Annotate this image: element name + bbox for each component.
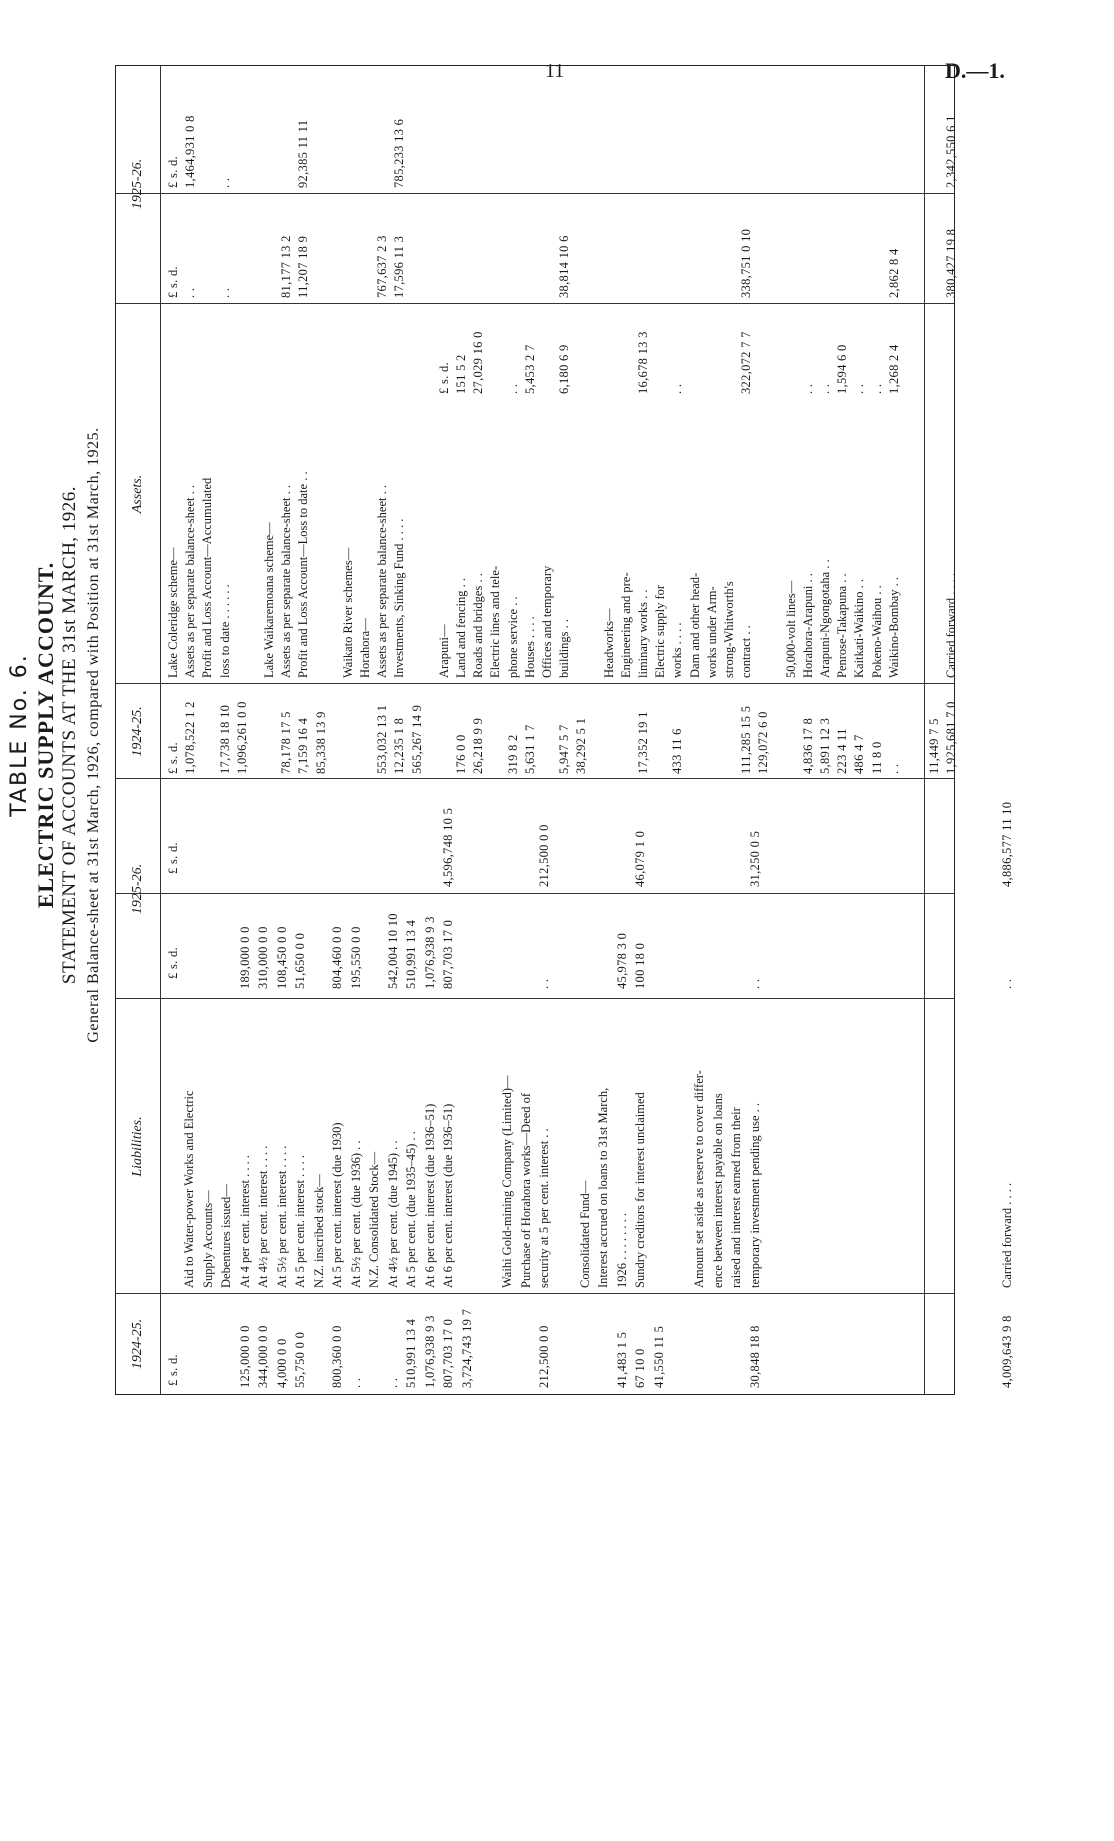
liab-description: Amount set aside as reserve to cover differ- bbox=[692, 1070, 706, 1288]
liab-prev-amount: 4,009,643 9 8 bbox=[999, 1315, 1014, 1388]
liab-prev-amount: 807,703 17 0 bbox=[441, 1318, 455, 1388]
asset-inner-amount: 322,072 7 7 bbox=[739, 331, 754, 394]
asset-description: Profit and Loss Account—Accumulated bbox=[200, 477, 215, 678]
asset-inner-amount: . . bbox=[670, 383, 685, 394]
liab-description: ence between interest payable on loans bbox=[710, 1093, 725, 1288]
liab-curr-total: 212,500 0 0 bbox=[537, 824, 551, 887]
asset-description: Roads and bridges . . bbox=[471, 573, 486, 678]
asset-description: Houses . . . . bbox=[522, 616, 537, 678]
asset-description: loss to date . . . . . . bbox=[217, 584, 232, 678]
liab-curr-detail: . . bbox=[999, 978, 1014, 989]
asset-prev-amount: . . bbox=[886, 763, 901, 774]
account-title: ELECTRIC SUPPLY ACCOUNT. bbox=[33, 561, 58, 909]
asset-curr-detail: 11,207 18 9 bbox=[296, 235, 311, 298]
liab-description: At 6 per cent. interest (due 1936–51) bbox=[422, 1103, 437, 1288]
liab-curr-detail: 100 18 0 bbox=[633, 942, 647, 989]
asset-curr-detail: . . bbox=[183, 287, 198, 298]
asset-inner-amount: 6,180 6 9 bbox=[557, 344, 572, 394]
asset-description: Assets as per separate balance-sheet . . bbox=[375, 485, 390, 678]
lsd-heading: £ s. d. bbox=[166, 1354, 180, 1386]
asset-description: strong-Whitworth's bbox=[722, 581, 736, 678]
asset-prev-amount: 553,032 13 1 bbox=[375, 704, 390, 774]
liab-curr-detail: 310,000 0 0 bbox=[256, 926, 270, 989]
liab-curr-detail: 45,978 3 0 bbox=[614, 932, 629, 989]
asset-prev-amount: 12,235 1 8 bbox=[392, 717, 407, 774]
asset-inner-amount: 27,029 16 0 bbox=[471, 331, 486, 394]
liab-prev-amount: 125,000 0 0 bbox=[237, 1325, 252, 1388]
asset-prev-amount: 26,218 9 9 bbox=[471, 717, 486, 774]
asset-description: Arapuni— bbox=[436, 624, 451, 678]
liab-description: N.Z. inscribed stock— bbox=[311, 1174, 326, 1288]
liab-description: Sundry creditors for interest unclaimed bbox=[633, 1092, 647, 1288]
liab-curr-detail: 807,703 17 0 bbox=[441, 919, 455, 989]
asset-description: liminary works . . bbox=[636, 589, 650, 678]
asset-curr-total: 92,385 11 11 bbox=[296, 119, 311, 188]
asset-description: Pokeno-Waihou . . bbox=[869, 585, 884, 678]
asset-curr-detail: 2,862 8 4 bbox=[886, 248, 901, 298]
asset-inner-amount: . . bbox=[869, 383, 884, 394]
asset-prev-amount: 1,925,681 7 0 bbox=[944, 701, 958, 774]
liab-prev-amount: 4,000 0 0 bbox=[274, 1338, 289, 1388]
liab-description: At 6 per cent. interest (due 1936–51) bbox=[441, 1103, 455, 1288]
asset-description: Dam and other head- bbox=[687, 572, 702, 678]
liab-description: temporary investment pending use . . bbox=[747, 1102, 762, 1288]
table-number: TABLE No. 6. bbox=[7, 653, 32, 817]
asset-prev-amount: £ s. d. bbox=[166, 742, 180, 774]
asset-curr-detail: £ s. d. bbox=[166, 266, 180, 298]
liab-prev-amount: 212,500 0 0 bbox=[537, 1325, 551, 1388]
asset-prev-amount: 129,072 6 0 bbox=[756, 711, 771, 774]
column-rule bbox=[116, 683, 954, 684]
liab-prev-amount: . . bbox=[385, 1377, 400, 1388]
liab-curr-total: 4,886,577 11 10 bbox=[999, 801, 1014, 887]
asset-inner-amount: £ s. d. bbox=[436, 362, 451, 394]
liab-description: At 5 per cent. (due 1935–45) . . bbox=[404, 1131, 418, 1288]
asset-curr-detail: . . bbox=[217, 287, 232, 298]
subtitle: General Balance-sheet at 31st March, 1926, compared with Position at 31st March, 1925. bbox=[85, 427, 102, 1043]
liab-curr-detail: 804,460 0 0 bbox=[330, 926, 344, 989]
lsd-heading: £ s. d. bbox=[166, 947, 180, 979]
liab-description: At 5½ per cent. interest . . . . bbox=[274, 1145, 289, 1288]
liab-prev-amount: 800,360 0 0 bbox=[330, 1325, 344, 1388]
liab-prev-amount: 510,991 13 4 bbox=[404, 1318, 418, 1388]
liab-description: Aid to Water-power Works and Electric bbox=[182, 1090, 196, 1288]
liab-description: At 4½ per cent. (due 1945) . . bbox=[385, 1140, 400, 1288]
asset-description: Horahora-Arapuni . . bbox=[800, 573, 815, 678]
asset-description: Waikato River schemes— bbox=[340, 547, 355, 678]
liab-curr-total: 4,596,748 10 5 bbox=[441, 807, 455, 887]
column-rule bbox=[116, 998, 954, 999]
liab-description: At 5 per cent. interest . . . . bbox=[293, 1155, 307, 1288]
liab-description: At 4 per cent. interest . . . . bbox=[237, 1155, 252, 1288]
asset-prev-amount: 5,891 12 3 bbox=[818, 717, 832, 774]
asset-curr-total: . . bbox=[217, 177, 232, 188]
asset-prev-amount: 433 11 6 bbox=[670, 728, 685, 774]
lsd-heading: £ s. d. bbox=[166, 842, 180, 874]
liab-prev-amount: 3,724,743 19 7 bbox=[459, 1308, 474, 1388]
liab-curr-detail: 542,004 10 10 bbox=[385, 913, 400, 989]
asset-description: Assets as per separate balance-sheet . . bbox=[279, 485, 294, 678]
asset-description: phone service . . bbox=[505, 596, 520, 678]
page-number: 11 bbox=[545, 60, 565, 82]
asset-curr-detail: 380,427 19 8 bbox=[944, 228, 958, 298]
asset-prev-amount: 565,267 14 9 bbox=[409, 704, 424, 774]
liab-curr-year-header: 1925-26. bbox=[130, 863, 145, 915]
asset-description: Engineering and pre- bbox=[618, 572, 633, 678]
asset-curr-total: £ s. d. bbox=[166, 156, 180, 188]
asset-inner-amount: 16,678 13 3 bbox=[636, 331, 650, 394]
liab-prev-year-header: 1924-25. bbox=[130, 1318, 145, 1370]
liabilities-header: Liabilities. bbox=[130, 1116, 145, 1177]
asset-description: Electric lines and tele- bbox=[488, 565, 503, 678]
asset-prev-amount: 11 8 0 bbox=[869, 741, 884, 774]
asset-prev-amount: 319 8 2 bbox=[505, 734, 520, 774]
statement-title: STATEMENT OF ACCOUNTS AT THE 31st MARCH, 1926. bbox=[59, 485, 80, 985]
document-code: D.—1. bbox=[945, 58, 1005, 83]
asset-description: Electric supply for bbox=[653, 584, 668, 678]
liab-description: security at 5 per cent. interest . . bbox=[537, 1128, 551, 1288]
liab-curr-detail: 189,000 0 0 bbox=[237, 926, 252, 989]
asset-description: Land and fencing . . bbox=[454, 578, 468, 678]
asset-description: Offices and temporary bbox=[540, 565, 554, 678]
asset-description: Investments, Sinking Fund . . . . bbox=[392, 518, 407, 678]
asset-description: Penrose-Takapuna . . bbox=[835, 573, 850, 678]
asset-prev-amount: 17,352 19 1 bbox=[636, 711, 650, 774]
asset-inner-amount: 5,453 2 7 bbox=[522, 344, 537, 394]
liab-curr-total: 31,250 0 5 bbox=[747, 830, 762, 887]
asset-description: Arapuni-Ngongotaha . . bbox=[818, 559, 832, 678]
liab-description: Purchase of Horahora works—Deed of bbox=[518, 1092, 533, 1288]
asset-prev-amount: 78,178 17 5 bbox=[279, 711, 294, 774]
liab-description: At 4½ per cent. interest . . . . bbox=[256, 1145, 270, 1288]
asset-inner-amount: 1,268 2 4 bbox=[886, 344, 901, 394]
liab-curr-detail: 195,550 0 0 bbox=[348, 926, 363, 989]
asset-inner-amount: . . bbox=[818, 383, 832, 394]
asset-inner-amount: 1,594 6 0 bbox=[835, 344, 850, 394]
asset-prev-amount: 5,947 5 7 bbox=[557, 724, 572, 774]
assets-curr-year-header: 1925-26. bbox=[130, 158, 145, 210]
liab-description: 1926 . . . . . . . . bbox=[614, 1213, 629, 1288]
asset-prev-amount: 1,096,261 0 0 bbox=[234, 701, 249, 774]
column-rule bbox=[116, 193, 954, 194]
asset-description: 50,000-volt lines— bbox=[783, 580, 798, 678]
asset-curr-total: 2,342,550 6 1 bbox=[944, 115, 958, 188]
liab-description: Supply Accounts— bbox=[200, 1190, 215, 1288]
liab-curr-detail: . . bbox=[537, 978, 551, 989]
asset-description: Lake Waikaremoana scheme— bbox=[262, 522, 276, 678]
asset-curr-detail: 81,177 13 2 bbox=[279, 235, 294, 298]
liab-curr-detail: . . bbox=[747, 978, 762, 989]
asset-inner-amount: 151 5 2 bbox=[454, 354, 468, 394]
asset-inner-amount: . . bbox=[505, 383, 520, 394]
asset-description: Kaitkati-Waikino . . bbox=[852, 579, 867, 678]
asset-curr-total: 1,464,931 0 8 bbox=[183, 115, 198, 188]
asset-curr-detail: 38,814 10 6 bbox=[557, 235, 572, 298]
asset-description: Horahora— bbox=[358, 618, 372, 678]
asset-prev-amount: 223 4 11 bbox=[835, 728, 850, 774]
asset-description: contract . . bbox=[739, 625, 754, 678]
liab-description: At 5 per cent. interest (due 1930) bbox=[330, 1122, 344, 1288]
liab-curr-detail: 51,650 0 0 bbox=[293, 932, 307, 989]
asset-curr-detail: 767,637 2 3 bbox=[375, 235, 390, 298]
liab-prev-amount: 55,750 0 0 bbox=[293, 1331, 307, 1388]
asset-prev-amount: 5,631 1 7 bbox=[522, 724, 537, 774]
asset-prev-amount: 17,738 18 10 bbox=[217, 704, 232, 774]
liab-description: Consolidated Fund— bbox=[577, 1180, 592, 1288]
header-rule bbox=[160, 66, 161, 1394]
asset-curr-detail: 338,751 0 10 bbox=[739, 228, 754, 298]
column-rule bbox=[116, 778, 954, 779]
asset-description: Headworks— bbox=[601, 608, 616, 678]
asset-prev-amount: 85,338 13 9 bbox=[313, 711, 328, 774]
liab-curr-detail: 510,991 13 4 bbox=[404, 919, 418, 989]
liab-description: Debentures issued— bbox=[219, 1184, 233, 1288]
liab-description: N.Z. Consolidated Stock— bbox=[367, 1151, 381, 1288]
liab-prev-amount: 344,000 0 0 bbox=[256, 1325, 270, 1388]
assets-prev-year-header: 1924-25. bbox=[130, 706, 145, 757]
liab-curr-detail: 1,076,938 9 3 bbox=[422, 916, 437, 989]
asset-description: Assets as per separate balance-sheet . . bbox=[183, 485, 198, 678]
asset-inner-amount: . . bbox=[852, 383, 867, 394]
asset-description: Carried forward . . . . bbox=[944, 572, 958, 678]
column-rule bbox=[116, 1293, 954, 1294]
asset-description: Profit and Loss Account—Loss to date . . bbox=[296, 471, 311, 678]
liab-description: Waihi Gold-mining Company (Limited)— bbox=[500, 1075, 514, 1288]
footer-rule bbox=[924, 66, 925, 1394]
asset-inner-amount: . . bbox=[800, 383, 815, 394]
liab-description: Interest accrued on loans to 31st March, bbox=[596, 1087, 610, 1288]
liab-prev-amount: 1,076,938 9 3 bbox=[422, 1315, 437, 1388]
liab-curr-detail: 108,450 0 0 bbox=[274, 926, 289, 989]
column-rule bbox=[116, 893, 954, 894]
asset-description: works . . . . bbox=[670, 622, 685, 678]
liab-prev-amount: 67 10 0 bbox=[633, 1348, 647, 1388]
asset-description: Waikino-Bombay . . bbox=[886, 576, 901, 678]
asset-prev-amount: 7,159 16 4 bbox=[296, 717, 311, 774]
liab-description: raised and interest earned from their bbox=[729, 1107, 743, 1288]
balance-sheet bbox=[5, 45, 1014, 1425]
asset-prev-amount: 176 0 0 bbox=[454, 734, 468, 774]
liab-prev-amount: 41,550 11 5 bbox=[651, 1325, 666, 1388]
asset-prev-amount: 38,292 5 1 bbox=[574, 717, 589, 774]
liab-prev-amount: . . bbox=[348, 1377, 363, 1388]
asset-prev-amount: 486 4 7 bbox=[852, 734, 867, 774]
asset-prev-amount: 111,285 15 5 bbox=[739, 705, 754, 774]
asset-curr-detail: 17,596 11 3 bbox=[392, 235, 407, 298]
asset-prev-amount: 4,836 17 8 bbox=[800, 717, 815, 774]
asset-description: works under Arm- bbox=[704, 586, 719, 678]
assets-header: Assets. bbox=[130, 474, 145, 514]
asset-prev-amount: 11,449 7 5 bbox=[926, 718, 941, 774]
liab-prev-amount: 30,848 18 8 bbox=[747, 1325, 762, 1388]
liab-description: At 5½ per cent. (due 1936) . . bbox=[348, 1140, 363, 1288]
accounts-table bbox=[115, 65, 1014, 1395]
liab-prev-amount: 41,483 1 5 bbox=[614, 1331, 629, 1388]
asset-description: Lake Coleridge scheme— bbox=[166, 547, 180, 678]
liab-description: Carried forward . . . . bbox=[999, 1182, 1014, 1288]
asset-curr-total: 785,233 13 6 bbox=[392, 118, 407, 188]
liab-curr-total: 46,079 1 0 bbox=[633, 830, 647, 887]
column-rule bbox=[116, 303, 954, 304]
asset-description: buildings . . bbox=[557, 618, 572, 678]
asset-prev-amount: 1,078,522 1 2 bbox=[183, 701, 198, 774]
